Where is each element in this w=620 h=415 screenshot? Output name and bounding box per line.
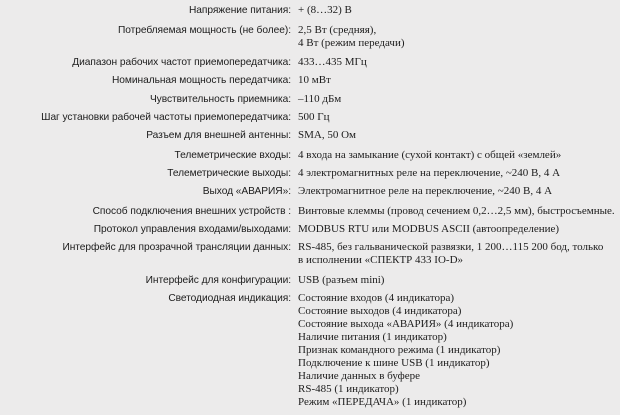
spec-value: [298, 223, 616, 236]
spec-value: [298, 56, 616, 69]
spec-label: Телеметрические выходы:: [167, 168, 291, 179]
spec-label: Телеметрические входы:: [174, 150, 291, 161]
spec-value-line: Электромагнитное реле на переключение, ~240 В, 4 А: [298, 185, 553, 197]
spec-value-line: 4 входа на замыкание (сухой контакт) с общей «землей»: [298, 149, 562, 161]
spec-value: [298, 241, 616, 267]
spec-value-line: Состояние выходов (4 индикатора): [298, 305, 462, 317]
spec-label: Чувствительность приемника:: [149, 94, 291, 105]
spec-value: [298, 74, 616, 87]
spec-label: Интерфейс для прозрачной трансляции данных:: [62, 242, 291, 253]
spec-value-line: Состояние входов (4 индикатора): [298, 292, 455, 304]
spec-label: Напряжение питания:: [188, 5, 291, 16]
spec-value: [298, 205, 616, 218]
spec-value-line: RS-485, без гальванической развязки, 1 200…115 200 бод, только: [298, 241, 604, 253]
spec-value-line: в исполнении «СПЕКТР 433 IO-D»: [298, 254, 464, 266]
spec-value-line: –110 дБм: [298, 93, 342, 105]
spec-value: [298, 167, 616, 180]
spec-value-line: Состояние выхода «АВАРИЯ» (4 индикатора): [298, 318, 514, 330]
spec-value-line: 500 Гц: [298, 111, 330, 123]
spec-label: Выход «АВАРИЯ»:: [202, 186, 291, 197]
spec-value: [298, 4, 616, 17]
spec-value: [298, 274, 616, 287]
spec-label: Светодиодная индикация:: [168, 293, 291, 304]
spec-label: Диапазон рабочих частот приемопередатчика:: [72, 57, 291, 68]
spec-value-line: Винтовые клеммы (провод сечением 0,2…2,5 мм), быстросъемные.: [298, 205, 615, 217]
spec-label: Способ подключения внешних устройств :: [92, 206, 291, 217]
spec-value: [298, 292, 616, 409]
spec-value-line: USB (разъем mini): [298, 274, 385, 286]
spec-value-line: Наличие данных в буфере: [298, 370, 420, 382]
spec-label: Шаг установки рабочей частоты приемопередатчика:: [41, 112, 291, 123]
spec-value-line: 2,5 Вт (средняя),: [298, 24, 377, 36]
spec-value-line: 4 Вт (режим передачи): [298, 37, 405, 49]
spec-label: Интерфейс для конфигурации:: [145, 275, 291, 286]
spec-value: [298, 129, 616, 142]
spec-value-line: + (8…32) В: [298, 4, 352, 16]
spec-value-line: Подключение к шине USB (1 индикатор): [298, 357, 490, 369]
spec-value-line: MODBUS RTU или MODBUS ASCII (автоопределение): [298, 223, 560, 235]
spec-value-line: Признак командного режима (1 индикатор): [298, 344, 501, 356]
spec-value-line: 4 электромагнитных реле на переключение, ~240 В, 4 А: [298, 167, 561, 179]
spec-label: Разъем для внешней антенны:: [146, 130, 291, 141]
spec-value-line: Режим «ПЕРЕДАЧА» (1 индикатор): [298, 396, 467, 408]
spec-value: [298, 149, 616, 162]
spec-value: [298, 185, 616, 198]
spec-value-line: RS-485 (1 индикатор): [298, 383, 399, 395]
spec-value: [298, 24, 616, 50]
spec-label: Протокол управления входами/выходами:: [93, 224, 291, 235]
spec-value: [298, 111, 616, 124]
spec-value-line: SMA, 50 Ом: [298, 129, 356, 141]
spec-value-line: 10 мВт: [298, 74, 331, 86]
spec-label: Потребляемая мощность (не более):: [117, 25, 291, 36]
spec-value-line: Наличие питания (1 индикатор): [298, 331, 447, 343]
spec-label: Номинальная мощность передатчика:: [111, 75, 291, 86]
spec-value: [298, 93, 616, 106]
spec-value-line: 433…435 МГц: [298, 56, 367, 68]
